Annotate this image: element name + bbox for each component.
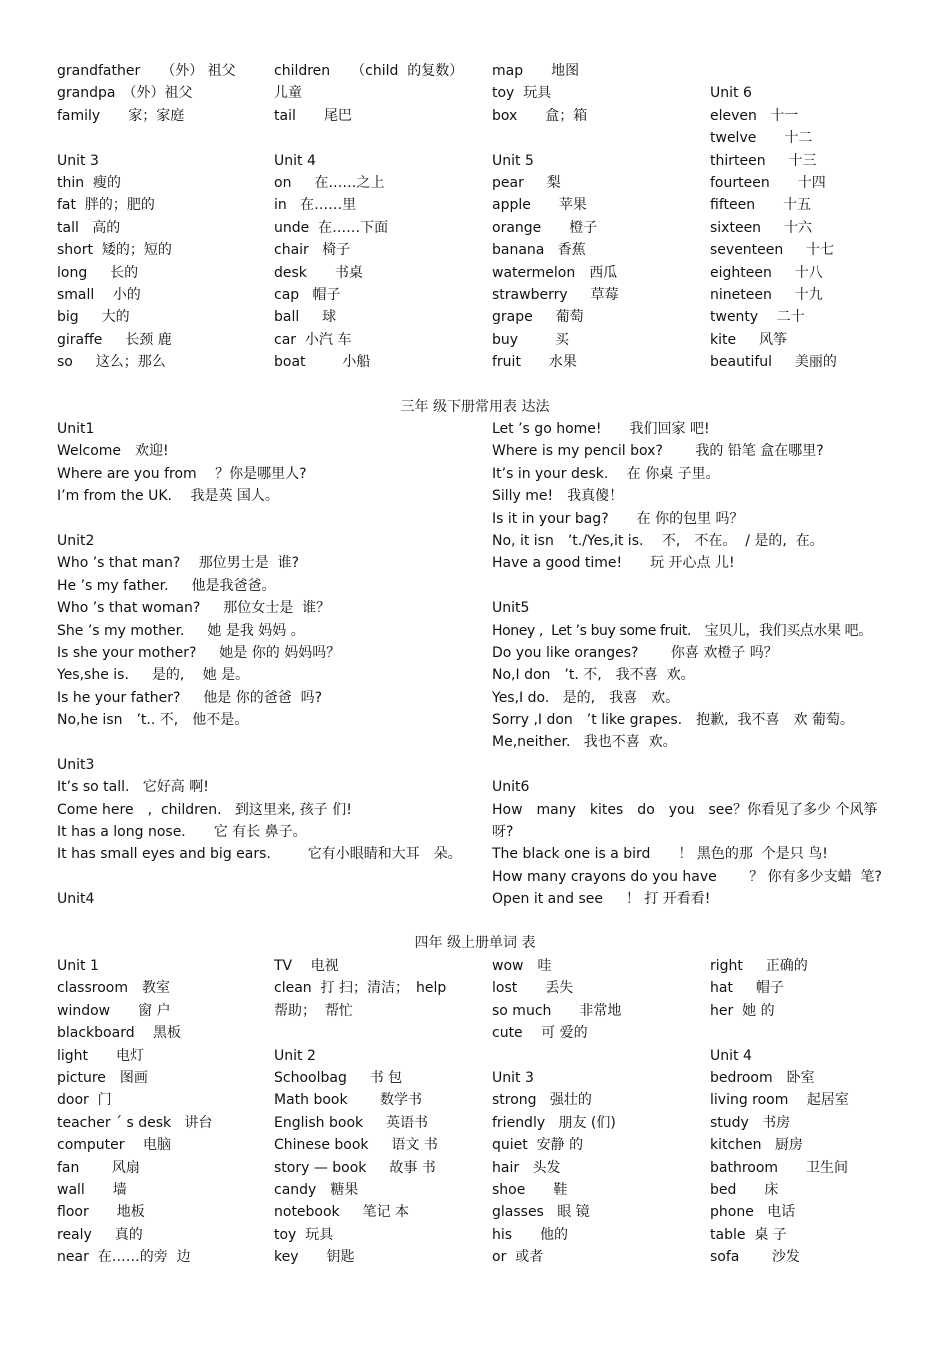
vocab-line xyxy=(492,1045,702,1067)
vocab-line: clean 打 扫；清洁； help xyxy=(274,980,461,997)
vocab-line xyxy=(710,1022,930,1044)
vocab-line: hat 帽子 xyxy=(710,980,784,997)
vocab1-col1 xyxy=(57,60,267,373)
expression-line xyxy=(492,575,912,597)
expressions-left xyxy=(57,418,477,911)
vocab-line: desk 书桌 xyxy=(274,264,363,281)
section-title: 四年 级上册单词 表 xyxy=(414,935,536,951)
vocab-line: candy 糖果 xyxy=(274,1181,359,1198)
vocab-line: key 钥匙 xyxy=(274,1249,355,1266)
expression-line: Who ’s that man? 那位男士是 谁? xyxy=(57,555,300,572)
vocab-line: eleven 十一 xyxy=(710,107,799,124)
vocab-line: wow 哇 xyxy=(492,958,552,974)
expression-line: Where are you from ？你是哪里人? xyxy=(57,465,307,482)
unit-heading: Unit 3 xyxy=(492,1069,534,1086)
vocab-line xyxy=(57,127,267,149)
unit-heading: Unit 4 xyxy=(710,1047,752,1064)
vocab-line: fruit 水果 xyxy=(492,354,577,371)
vocab-line: in 在……里 xyxy=(274,197,357,214)
vocab2-col1 xyxy=(57,955,267,1268)
vocab2-col4 xyxy=(710,955,930,1268)
vocab-line: toy 玩具 xyxy=(492,85,552,102)
expression-line: Is she your mother? 她是 你的 妈妈吗？ xyxy=(57,644,341,661)
expression-line: I’m from the UK. 我是英 国人。 xyxy=(57,488,279,505)
vocab-line: children （child 的复数） xyxy=(274,63,464,79)
vocab-line: orange 橙子 xyxy=(492,219,598,236)
vocab-line: teacher ˊ s desk 讲台 xyxy=(57,1114,213,1131)
expression-line: Me,neither. 我也不喜 欢。 xyxy=(492,734,677,751)
vocab-line: phone 电话 xyxy=(710,1204,796,1221)
vocab-line xyxy=(274,127,484,149)
vocab-line: twenty 二十 xyxy=(710,309,805,326)
vocab-line: small 小的 xyxy=(57,286,141,303)
vocab-line: blackboard 黑板 xyxy=(57,1025,182,1042)
expression-line: Let ’s go home! 我们回家 吧! xyxy=(492,421,710,437)
vocab-line: quiet 安静 的 xyxy=(492,1137,584,1154)
vocab-line: floor 地板 xyxy=(57,1204,145,1221)
vocab-line: door 门 xyxy=(57,1092,112,1109)
unit-heading: Unit2 xyxy=(57,532,95,549)
vocab-line: so 这么；那么 xyxy=(57,354,166,371)
vocab-line xyxy=(274,1022,484,1044)
vocab-line: thirteen 十三 xyxy=(710,152,817,169)
vocab-line: wall 墙 xyxy=(57,1181,127,1198)
vocab-line: living room 起居室 xyxy=(710,1092,849,1109)
vocab1-col2 xyxy=(274,60,484,373)
vocab-line: shoe 鞋 xyxy=(492,1181,568,1198)
vocab-line: nineteen 十九 xyxy=(710,286,823,303)
vocab-line: thin 瘦的 xyxy=(57,174,122,191)
vocab-line: strawberry 草莓 xyxy=(492,286,619,303)
vocab-line: bedroom 卧室 xyxy=(710,1069,815,1086)
vocab-line: Math book 数学书 xyxy=(274,1092,423,1109)
vocab-line: TV 电视 xyxy=(274,958,339,974)
vocab-line: grandfather （外） 祖父 xyxy=(57,63,236,79)
vocab-line: map 地图 xyxy=(492,63,580,79)
vocab-line: table 桌 子 xyxy=(710,1226,787,1243)
vocab-line: unde 在……下面 xyxy=(274,219,389,236)
expression-line: How many kites do you see？你看见了多少 个风筝呀? xyxy=(492,801,878,841)
vocab-line: English book 英语书 xyxy=(274,1114,429,1131)
unit-heading: Unit3 xyxy=(57,756,95,773)
vocab-line: right 正确的 xyxy=(710,958,808,974)
vocab-line: 帮助； 帮忙 xyxy=(274,1002,353,1019)
expression-line: No,I don ’t. 不, 我不喜 欢。 xyxy=(492,667,695,684)
vocab-line: pear 梨 xyxy=(492,174,561,191)
vocab-line xyxy=(492,127,702,149)
expression-line: Silly me! 我真傻！ xyxy=(492,488,624,505)
vocab-line: toy 玩具 xyxy=(274,1226,334,1243)
vocab-line: grandpa （外）祖父 xyxy=(57,85,193,102)
vocab-line: big 大的 xyxy=(57,309,130,326)
unit-heading: Unit4 xyxy=(57,891,95,908)
vocab-line: bed 床 xyxy=(710,1181,779,1198)
expression-line: Yes,she is. 是的, 她 是。 xyxy=(57,667,250,684)
vocab-line: tail 尾巴 xyxy=(274,107,352,124)
expression-line: It’s so tall. 它好高 啊! xyxy=(57,779,209,796)
expression-line: No,he isn ’t.. 不, 他不是。 xyxy=(57,712,249,729)
expression-line: Come here , children. 到这里来, 孩子 们! xyxy=(57,801,352,818)
unit-heading: Unit6 xyxy=(492,779,530,796)
expression-line: No, it isn ’t./Yes,it is. 不, 不在。 / 是的, 在。 xyxy=(492,532,824,549)
vocab-line: strong 强壮的 xyxy=(492,1092,592,1109)
vocab-line: lost 丢失 xyxy=(492,980,574,997)
vocab-line: long 长的 xyxy=(57,264,139,281)
vocab-line: giraffe 长颈 鹿 xyxy=(57,331,172,348)
vocab-line: cap 帽子 xyxy=(274,286,341,303)
vocab2-col3 xyxy=(492,955,702,1268)
vocab-line: so much 非常地 xyxy=(492,1002,622,1019)
vocab-line: fan 风扇 xyxy=(57,1159,140,1176)
vocab1-col3 xyxy=(492,60,702,373)
vocab-line: sixteen 十六 xyxy=(710,219,812,236)
expression-line: Do you like oranges? 你喜 欢橙子 吗？ xyxy=(492,644,778,661)
expression-line xyxy=(492,754,912,776)
vocab-line xyxy=(710,60,930,82)
unit-heading: Unit 1 xyxy=(57,958,99,974)
expression-line: How many crayons do you have ？ 你有多少支蜡 笔? xyxy=(492,868,882,885)
unit-heading: Unit1 xyxy=(57,421,95,437)
vocab-line: classroom 教室 xyxy=(57,980,170,997)
vocab-line: family 家；家庭 xyxy=(57,107,185,124)
unit-heading: Unit5 xyxy=(492,600,530,617)
vocab-line: fifteen 十五 xyxy=(710,197,812,214)
vocab-line: grape 葡萄 xyxy=(492,309,584,326)
vocab-line: eighteen 十八 xyxy=(710,264,823,281)
expression-line: The black one is a bird ！ 黑色的那 个是只 鸟! xyxy=(492,846,828,863)
vocab-line: computer 电脑 xyxy=(57,1137,171,1154)
vocab-line: study 书房 xyxy=(710,1114,791,1131)
vocab-line: ball 球 xyxy=(274,309,337,326)
vocab-line: his 他的 xyxy=(492,1226,569,1243)
vocab-line: fourteen 十四 xyxy=(710,174,826,191)
vocab-line: notebook 笔记 本 xyxy=(274,1204,410,1221)
vocab-line: or 或者 xyxy=(492,1249,544,1266)
expression-line: Open it and see ！ 打 开看看! xyxy=(492,891,711,908)
section-title: 三年 级下册常用表 达法 xyxy=(400,399,550,415)
vocab-line: short 矮的；短的 xyxy=(57,242,172,259)
expression-line xyxy=(57,508,477,530)
vocab-line: seventeen 十七 xyxy=(710,242,835,259)
vocab-line: chair 椅子 xyxy=(274,242,351,259)
expression-line: Is he your father? 他是 你的爸爸 吗? xyxy=(57,689,323,706)
unit-heading: Unit 5 xyxy=(492,152,534,169)
expression-line xyxy=(57,731,477,753)
vocab-line: buy 买 xyxy=(492,331,569,348)
unit-heading: Unit 2 xyxy=(274,1047,316,1064)
expression-line: It has small eyes and big ears. 它有小眼睛和大耳 朵。 xyxy=(57,846,462,863)
vocab-line: realy 真的 xyxy=(57,1226,143,1243)
expression-line: Sorry ,I don ’t like grapes. 抱歉, 我不喜 欢 葡萄。 xyxy=(492,712,854,729)
unit-heading: Unit 4 xyxy=(274,152,316,169)
expressions-right xyxy=(492,418,912,911)
vocab-line: beautiful 美丽的 xyxy=(710,354,837,371)
vocab-line: light 电灯 xyxy=(57,1047,145,1064)
vocab2-col2 xyxy=(274,955,484,1268)
vocab-line: on 在……之上 xyxy=(274,174,385,191)
vocab-line: box 盒；箱 xyxy=(492,107,588,124)
vocab-line: near 在……的旁 边 xyxy=(57,1249,191,1266)
expression-line: Who ’s that woman? 那位女士是 谁？ xyxy=(57,600,331,617)
expression-line: It has a long nose. 它 有长 鼻子。 xyxy=(57,824,307,841)
expression-line: Is it in your bag? 在 你的包里 吗？ xyxy=(492,510,744,527)
vocab-line: car 小汽 车 xyxy=(274,331,352,348)
expression-line: Have a good time! 玩 开心点 儿! xyxy=(492,555,735,572)
expression-line: He ’s my father. 他是我爸爸。 xyxy=(57,577,276,594)
vocab-line: friendly 朋友 (们) xyxy=(492,1114,616,1131)
vocab-line: tall 高的 xyxy=(57,219,121,236)
vocab-line: apple 苹果 xyxy=(492,197,587,214)
vocab-line: fat 胖的；肥的 xyxy=(57,197,155,214)
vocab-line: Schoolbag 书 包 xyxy=(274,1069,403,1086)
vocab-line: boat 小船 xyxy=(274,354,371,371)
expression-line: Welcome 欢迎! xyxy=(57,443,169,460)
vocab-line: hair 头发 xyxy=(492,1159,561,1176)
vocab-line: kite 风筝 xyxy=(710,331,787,348)
vocab1-col4 xyxy=(710,60,930,373)
expression-line: Yes,I do. 是的, 我喜 欢。 xyxy=(492,689,680,706)
vocab-line: banana 香蕉 xyxy=(492,242,586,259)
unit-heading: Unit 6 xyxy=(710,85,752,102)
expression-line: Where is my pencil box? 我的 铅笔 盒在哪里? xyxy=(492,443,824,460)
vocab-line: cute 可 爱的 xyxy=(492,1025,588,1042)
vocab-line: glasses 眼 镜 xyxy=(492,1204,590,1221)
vocab-line: picture 图画 xyxy=(57,1069,148,1086)
unit-heading: Unit 3 xyxy=(57,152,99,169)
vocab-line: Chinese book 语文 书 xyxy=(274,1137,438,1154)
expression-line: She ’s my mother. 她 是我 妈妈 。 xyxy=(57,622,305,639)
vocab-line: window 窗 户 xyxy=(57,1002,171,1019)
expression-line xyxy=(57,866,477,888)
vocab-line: her 她 的 xyxy=(710,1002,775,1019)
vocab-line: sofa 沙发 xyxy=(710,1249,800,1266)
vocab-line: twelve 十二 xyxy=(710,130,813,147)
expression-line: Honey , Let ’s buy some fruit. 宝贝儿，我们买点水果 吧。 xyxy=(492,622,872,639)
vocab-line: story — book 故事 书 xyxy=(274,1159,436,1176)
vocab-line: watermelon 西瓜 xyxy=(492,264,618,281)
vocab-line: bathroom 卫生间 xyxy=(710,1159,849,1176)
expression-line: It’s in your desk. 在 你桌 子里。 xyxy=(492,465,720,482)
vocab-line: kitchen 厨房 xyxy=(710,1137,803,1154)
vocab-line: 儿童 xyxy=(274,85,302,102)
